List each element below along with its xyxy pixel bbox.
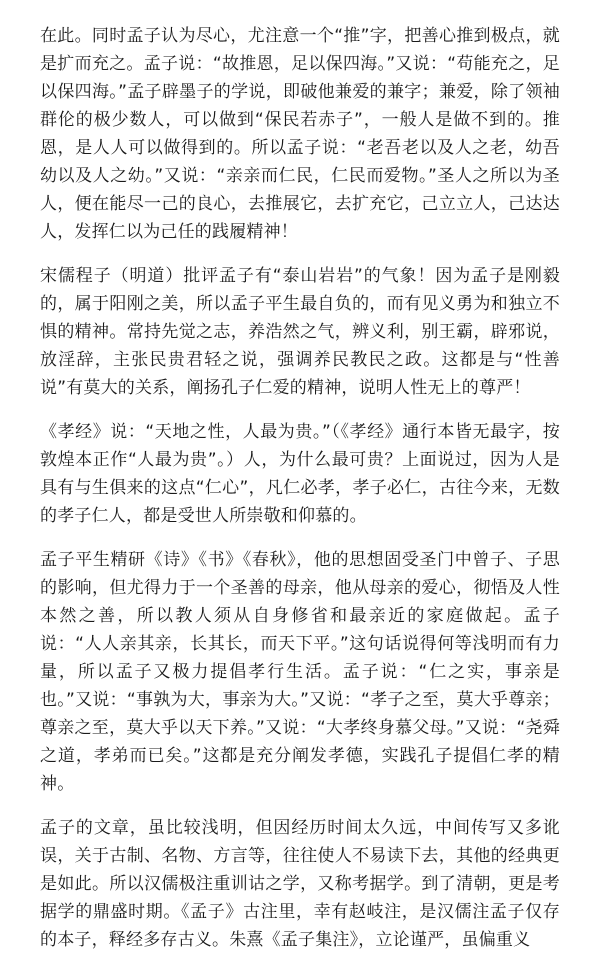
paragraph-1: 在此。同时孟子认为尽心，尤注意一个“推”字，把善心推到极点，就是扩而充之。孟子说：“故推恩，足以保四海。”又说：“苟能充之，足以保四海。”孟子辟墨子的学说，即破他兼爱的兼字；兼爱，除了领袖群伦的极少数人，可以做到“保民若赤子”，一般人是做不到的。推恩，是人人可以做得到的。所以孟子说：“老吾老以及人之老，幼吾幼以及人之幼。”又说：“亲亲而仁民，仁民而爱物。”圣人之所以为圣人，便在能尽一己的良心，去推展它，去扩充它，己立立人，己达达人，发挥仁以为己任的践履精神！ xyxy=(40,26,560,242)
paragraph-5: 孟子的文章，虽比较浅明，但因经历时间太久远，中间传写又多讹误，关于古制、名物、方言等，往往使人不易读下去，其他的经典更是如此。所以汉儒极注重训诂之学，又称考据学。到了清朝，更是考据学的鼎盛时期。《孟子》古注里，幸有赵岐注，是汉儒注孟子仅存的本子，释经多存古义。朱熹《孟子集注》，立论谨严，虽偏重义 xyxy=(40,818,560,950)
paragraph-spacer xyxy=(40,530,560,546)
paragraph-spacer xyxy=(40,246,560,262)
paragraph-spacer xyxy=(40,798,560,814)
paragraph-spacer xyxy=(40,402,560,418)
paragraph-2: 宋儒程子（明道）批评孟子有“泰山岩岩”的气象！因为孟子是刚毅的，属于阳刚之美，所以孟子平生最自负的，而有见义勇为和独立不惧的精神。常持先觉之志，养浩然之气，辨义利，别王霸，辟邪说，放淫辞，主张民贵君轻之说，强调养民教民之政。这都是与“性善说”有莫大的关系，阐扬孔子仁爱的精神，说明人性无上的尊严！ xyxy=(40,266,560,398)
paragraph-3: 《孝经》说：“天地之性，人最为贵。”（《孝经》通行本皆无最字，按敦煌本正作“人最为贵”。）人，为什么最可贵？上面说过，因为人是具有与生俱来的这点“仁心”，凡仁必孝，孝子必仁，古往今来，无数的孝子仁人，都是受世人所崇敬和仰慕的。 xyxy=(40,422,560,526)
paragraph-4: 孟子平生精研《诗》《书》《春秋》，他的思想固受圣门中曾子、子思的影响，但尤得力于一个圣善的母亲，他从母亲的爱心，彻悟及人性本然之善，所以教人须从自身修省和最亲近的家庭做起。孟子说：“人人亲其亲，长其长，而天下平。”这句话说得何等浅明而有力量，所以孟子又极力提倡孝行生活。孟子说：“仁之实，事亲是也。”又说：“事孰为大，事亲为大。”又说：“孝子之至，莫大乎尊亲；尊亲之至，莫大乎以天下养。”又说：“大孝终身慕父母。”又说：“尧舜之道，孝弟而已矣。”这都是充分阐发孝德，实践孔子提倡仁孝的精神。 xyxy=(40,550,560,794)
